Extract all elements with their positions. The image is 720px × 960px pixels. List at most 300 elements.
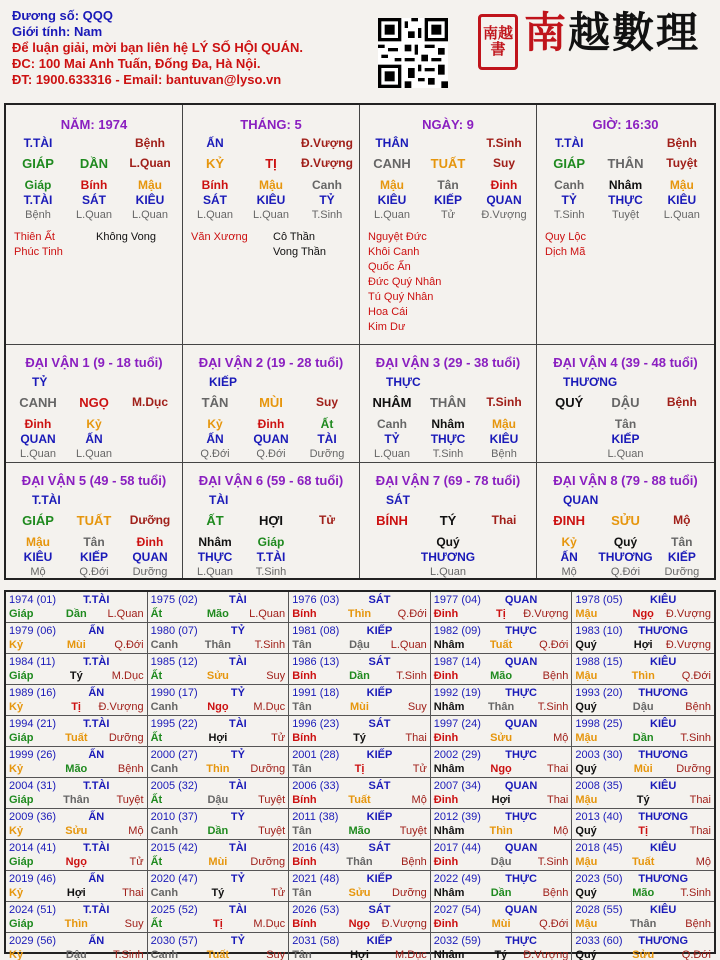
dai-van-god: T.TÀI [32,493,61,507]
year-branch: Tuất [206,949,230,960]
dai-van-stem: TÂN [201,395,229,410]
year-cell [289,623,431,654]
hidden-god: KIẾP [611,432,640,446]
year-stem: Tân [292,763,312,775]
pillar-cell [360,105,537,345]
year-branch: Thìn [206,763,230,775]
year-label: 1994 (21) [9,718,57,730]
year-god: THƯƠNG [638,625,689,637]
hidden-god: SÁT [82,193,106,207]
hidden-stem: Tân [671,535,693,549]
year-stem: Nhâm [433,887,465,899]
year-branch: Sửu [632,949,655,960]
year-stem: Canh [150,763,179,775]
year-phase: Dưỡng [250,763,286,775]
year-phase: Suy [266,670,286,682]
pillar-stem: Đ.Vượng [301,156,353,170]
year-stem: Bính [292,670,317,682]
hidden-god: THỰC [430,432,466,446]
year-stem: Canh [150,701,179,713]
year-stem: Ất [150,856,163,868]
year-cell [289,685,431,716]
star-item: Phúc Tinh [14,246,63,258]
dai-van-cell [183,345,360,463]
year-cell [572,933,714,960]
year-stem: Nhâm [433,701,465,713]
year-cell [289,592,431,623]
year-god: T.TÀI [83,842,110,854]
year-stem: Đinh [433,856,459,868]
hidden-god: KIÊU [667,193,697,207]
year-cell [431,840,573,871]
year-stem: Đinh [433,794,459,806]
hidden-phase: Mộ [30,566,46,578]
year-cell [148,685,290,716]
year-god: KIẾP [366,935,393,947]
year-cell [572,902,714,933]
year-branch: Tý [353,732,366,744]
qr-code-icon[interactable] [378,18,448,88]
year-branch: Mão [632,887,655,899]
hidden-stem: Canh [554,178,585,192]
year-branch: Dậu [490,856,512,868]
year-phase: Thai [689,794,711,806]
dai-van-stem: TUẤT [76,513,112,528]
year-phase: Thai [546,763,569,775]
year-label: 2001 (28) [292,749,340,761]
hidden-god: ẤN [560,550,578,564]
hidden-stem: Kỷ [86,417,102,431]
year-branch: Ngọ [632,608,654,620]
year-phase: Tử [271,887,286,899]
year-label: 2033 (60) [575,935,623,947]
year-phase: Bệnh [685,918,711,930]
star-item: Quốc Ấn [368,261,411,273]
hidden-god: TÀI [317,432,337,446]
year-god: THỰC [505,749,537,761]
star-item: Tú Quý Nhân [368,291,434,303]
year-god: T.TÀI [83,718,110,730]
year-label: 2032 (59) [433,935,481,947]
year-label: 2014 (41) [9,842,57,854]
hidden-phase: L.Quan [373,209,411,221]
pillar-god: Bệnh [666,136,697,150]
year-phase: Mộ [411,794,427,806]
year-stem: Đinh [433,732,459,744]
year-phase: Bệnh [542,670,569,682]
year-branch: Hợi [633,639,653,651]
year-phase: Bệnh [542,887,569,899]
hidden-stem: Nhâm [431,417,465,431]
dai-van-title: ĐẠI VẬN 2 (19 - 28 tuổi) [198,355,344,370]
year-branch: Thân [487,701,515,713]
year-cell [148,623,290,654]
hidden-stem: Canh [312,178,342,192]
dai-van-cell [537,463,714,578]
year-god: SÁT [368,718,391,730]
dai-van-god: KIẾP [209,375,238,389]
hidden-god [122,432,178,446]
hidden-stem: Đinh [490,178,518,192]
year-stem: Canh [150,639,179,651]
dai-van-stem: QUÝ [555,395,584,410]
year-cell [431,685,573,716]
annual-grid [4,590,716,960]
hidden-phase: T.Sinh [553,209,585,221]
year-phase: T.Sinh [537,856,569,868]
year-cell [289,809,431,840]
year-god: T.TÀI [83,904,110,916]
year-branch: Sửu [348,887,371,899]
year-label: 2002 (29) [433,749,481,761]
logo-char-1: 南 [524,8,569,57]
year-phase: Đ.Vượng [523,949,569,960]
year-label: 2029 (56) [9,935,57,947]
dai-van-stem: NGỌ [79,395,109,410]
year-cell [572,716,714,747]
year-label: 1981 (08) [292,625,340,637]
year-god: TÀI [229,904,247,916]
year-branch: Thìn [631,670,655,682]
year-god: SÁT [368,780,391,792]
year-god: THỰC [505,935,537,947]
year-branch: Thân [204,639,232,651]
year-god: THỰC [505,625,537,637]
year-stem: Tân [292,887,312,899]
year-god: ẤN [88,811,105,823]
year-phase: Q.Đới [681,949,711,960]
hidden-stem: Ất [320,417,334,431]
hidden-god: QUAN [486,193,522,207]
year-branch: Thìn [489,825,513,837]
hidden-stem: Mậu [26,535,50,549]
year-label: 2018 (45) [575,842,623,854]
stars-left [545,230,586,260]
hidden-god [364,550,420,564]
year-god: THỰC [505,687,537,699]
year-label: 2024 (51) [9,904,57,916]
year-label: 2028 (55) [575,904,623,916]
year-phase: T.Sinh [254,639,286,651]
year-god: THỰC [505,811,537,823]
hidden-phase: Bệnh [25,209,51,221]
year-stem: Bính [292,794,317,806]
hidden-god: KIÊU [377,193,407,207]
dai-van-title: ĐẠI VẬN 4 (39 - 48 tuổi) [553,355,698,370]
year-label: 2010 (37) [150,811,198,823]
year-label: 2031 (58) [292,935,340,947]
year-phase: Dưỡng [392,887,427,899]
year-label: 2019 (46) [9,873,57,885]
year-cell [6,747,148,778]
year-branch: Hợi [350,949,369,960]
dai-van-stem: THÂN [429,395,467,410]
dai-van-stem: ĐINH [553,513,586,528]
year-branch: Dậu [207,794,229,806]
year-branch: Thân [63,794,90,806]
year-god: ẤN [88,935,105,947]
year-phase: L.Quan [249,608,286,620]
year-phase: Q.Đới [397,608,427,620]
year-branch: Dần [632,732,654,744]
year-phase: Q.Đới [539,639,569,651]
hidden-stem [364,535,420,549]
year-stem: Kỷ [9,825,24,837]
year-phase: Bệnh [401,856,427,868]
year-cell [431,902,573,933]
hidden-phase: Đ.Vượng [481,209,527,221]
year-god: TÀI [229,656,247,668]
hidden-stem [541,417,597,431]
pillar-stem: Tuyệt [666,156,698,170]
star-item: Hoa Cái [368,306,408,318]
year-label: 1983 (10) [575,625,623,637]
year-phase: Thai [122,887,144,899]
year-phase: L.Quan [107,608,144,620]
year-cell [148,592,290,623]
year-branch: Mùi [491,918,511,930]
hidden-god: ẤN [85,432,103,446]
year-cell [6,654,148,685]
hidden-phase: Q.Đới [610,566,641,578]
year-cell [6,778,148,809]
year-god: KIÊU [650,656,677,668]
pillar-god: THÂN [375,136,409,150]
hidden-god: T.TÀI [256,550,286,564]
year-stem: Giáp [9,918,34,930]
hidden-god: KIÊU [135,193,165,207]
year-cell [289,933,431,960]
year-phase: M.Dục [111,670,144,682]
year-branch: Mão [348,825,371,837]
hidden-god: TỶ [384,432,400,446]
year-cell [148,778,290,809]
star-item: Vong Thần [273,246,327,258]
year-branch: Sửu [65,825,88,837]
stars-right [96,230,156,245]
year-branch: Dần [490,887,512,899]
hidden-stem: Quý [613,535,638,549]
year-branch: Tị [354,763,365,775]
dai-van-god: QUAN [563,493,599,507]
hidden-stem: Đinh [136,535,164,549]
year-cell [148,809,290,840]
hidden-god: THƯƠNG [598,550,653,564]
year-label: 2006 (33) [292,780,340,792]
hidden-stem [654,417,710,431]
year-phase: M.Dục [253,918,286,930]
hidden-phase: L.Quan [196,566,234,578]
year-phase: Suy [407,701,427,713]
hidden-phase: L.Quan [196,209,234,221]
dai-van-cell [360,463,537,578]
year-branch: Thìn [64,918,88,930]
year-god: TỶ [230,935,245,947]
year-stem: Kỷ [9,887,24,899]
year-god: QUAN [504,656,538,668]
hidden-phase: Bệnh [491,448,517,460]
year-label: 1992 (19) [433,687,481,699]
year-stem: Mậu [575,670,598,682]
dai-van-stem: Suy [315,395,338,409]
year-cell [289,716,431,747]
year-label: 1980 (07) [150,625,198,637]
year-label: 2020 (47) [150,873,198,885]
hidden-god: TỶ [319,193,335,207]
year-label: 1986 (13) [292,656,340,668]
year-stem: Kỷ [9,701,24,713]
year-phase: Dưỡng [250,856,286,868]
hidden-stem: Mậu [669,178,694,192]
year-cell [6,685,148,716]
star-item: Không Vong [96,231,156,243]
year-cell [572,685,714,716]
year-label: 2011 (38) [292,811,339,823]
year-branch: Dần [349,670,370,682]
pillar-title: NGÀY: 9 [422,117,474,132]
year-branch: Tý [636,794,650,806]
year-label: 2000 (27) [150,749,198,761]
year-cell [289,871,431,902]
hidden-stem: Tân [437,178,459,192]
pillar-title: GIỜ: 16:30 [592,117,659,132]
dai-van-stem: Tử [318,513,336,527]
hidden-stem: Mậu [492,417,516,431]
year-label: 2005 (32) [150,780,198,792]
year-label: 2026 (53) [292,904,340,916]
year-label: 1977 (04) [433,594,481,606]
year-stem: Bính [292,918,317,930]
year-stem: Đinh [433,670,459,682]
year-stem: Canh [150,825,179,837]
pillar-stem: GIÁP [22,156,54,171]
header-info [12,8,372,88]
year-label: 1991 (18) [292,687,340,699]
dai-van-stem: T.Sinh [486,395,522,409]
star-item: Nguyệt Đức [368,231,427,243]
year-phase: Dưỡng [676,763,711,775]
year-god: KIẾP [366,749,393,761]
hidden-phase: L.Quan [607,448,644,460]
hidden-stem: Giáp [257,535,285,549]
year-cell [289,902,431,933]
hidden-phase [541,448,597,460]
year-god: THỰC [505,873,537,885]
hidden-god: KIẾP [667,550,696,564]
year-branch: Tị [71,701,81,713]
dai-van-title: ĐẠI VẬN 1 (9 - 18 tuổi) [25,355,163,370]
year-god: THƯƠNG [638,749,689,761]
stars-right [273,230,326,260]
year-stem: Canh [150,887,179,899]
year-god: TỶ [230,811,245,823]
year-god: T.TÀI [83,780,110,792]
year-cell [431,809,573,840]
dai-van-title: ĐẠI VẬN 3 (29 - 38 tuổi) [375,355,521,370]
seal-logo: 南越書 [478,14,518,70]
year-label: 2013 (40) [575,811,623,823]
year-phase: Tử [271,732,286,744]
dai-van-stem: M.Dục [132,395,168,409]
gioi-tinh: Giới tính: Nam [12,24,103,39]
year-cell [431,871,573,902]
hidden-phase: T.Sinh [255,566,287,578]
pillar-god [597,136,653,150]
year-god: T.TÀI [83,594,110,606]
pillar-title: NĂM: 1974 [60,117,128,132]
year-stem: Quý [575,949,597,960]
year-cell [148,902,290,933]
year-phase: M.Dục [395,949,427,960]
year-branch: Dậu [632,701,654,713]
year-cell [572,747,714,778]
year-stem: Bính [292,856,317,868]
star-item: Văn Xương [191,231,248,243]
pillar-stem: THÂN [607,156,644,171]
year-branch: Tị [495,608,506,620]
hidden-god: THỰC [608,193,643,207]
hidden-phase: Q.Đới [79,566,109,578]
year-branch: Ngọ [65,856,87,868]
year-god: QUAN [504,780,538,792]
year-branch: Tị [212,918,223,930]
year-stem: Mậu [575,794,598,806]
year-stem: Quý [575,887,597,899]
hidden-god [654,432,710,446]
year-god: TÀI [229,842,247,854]
year-phase: Tử [129,856,144,868]
pillar-god: ẤN [206,136,224,150]
year-branch: Dần [65,608,87,620]
pillar-god [243,136,299,150]
year-god: SÁT [368,842,391,854]
year-branch: Mùi [350,701,369,713]
year-cell [431,716,573,747]
hidden-phase: L.Quan [131,209,169,221]
pillar-stem: TUẤT [430,156,466,171]
year-branch: Thìn [347,608,372,620]
year-label: 1978 (05) [575,594,623,606]
year-branch: Tý [211,887,225,899]
year-cell [431,592,573,623]
year-god: TỶ [230,687,245,699]
hidden-phase: Q.Đới [200,448,230,460]
year-label: 1976 (03) [292,594,340,606]
year-label: 2025 (52) [150,904,198,916]
year-stem: Giáp [9,794,34,806]
year-label: 2009 (36) [9,811,57,823]
year-god: KIÊU [650,780,677,792]
dai-van-stem: MÙI [259,395,283,410]
hidden-god: SÁT [203,193,227,207]
year-cell [6,592,148,623]
hidden-phase: Dưỡng [664,566,700,578]
hidden-stem: Canh [377,417,407,431]
year-cell [289,840,431,871]
year-god: TỶ [230,749,245,761]
year-cell [572,840,714,871]
year-stem: Ất [150,918,163,930]
dai-van-title: ĐẠI VẬN 8 (79 - 88 tuổi) [553,473,698,488]
hidden-phase: L.Quan [663,209,700,221]
pillar-stem: Suy [492,156,515,170]
year-label: 1985 (12) [150,656,198,668]
year-god: SÁT [368,594,391,606]
year-branch: Mão [490,670,513,682]
dai-van-stem: TÝ [439,513,457,528]
year-cell [431,747,573,778]
year-branch: Ngọ [490,763,512,775]
